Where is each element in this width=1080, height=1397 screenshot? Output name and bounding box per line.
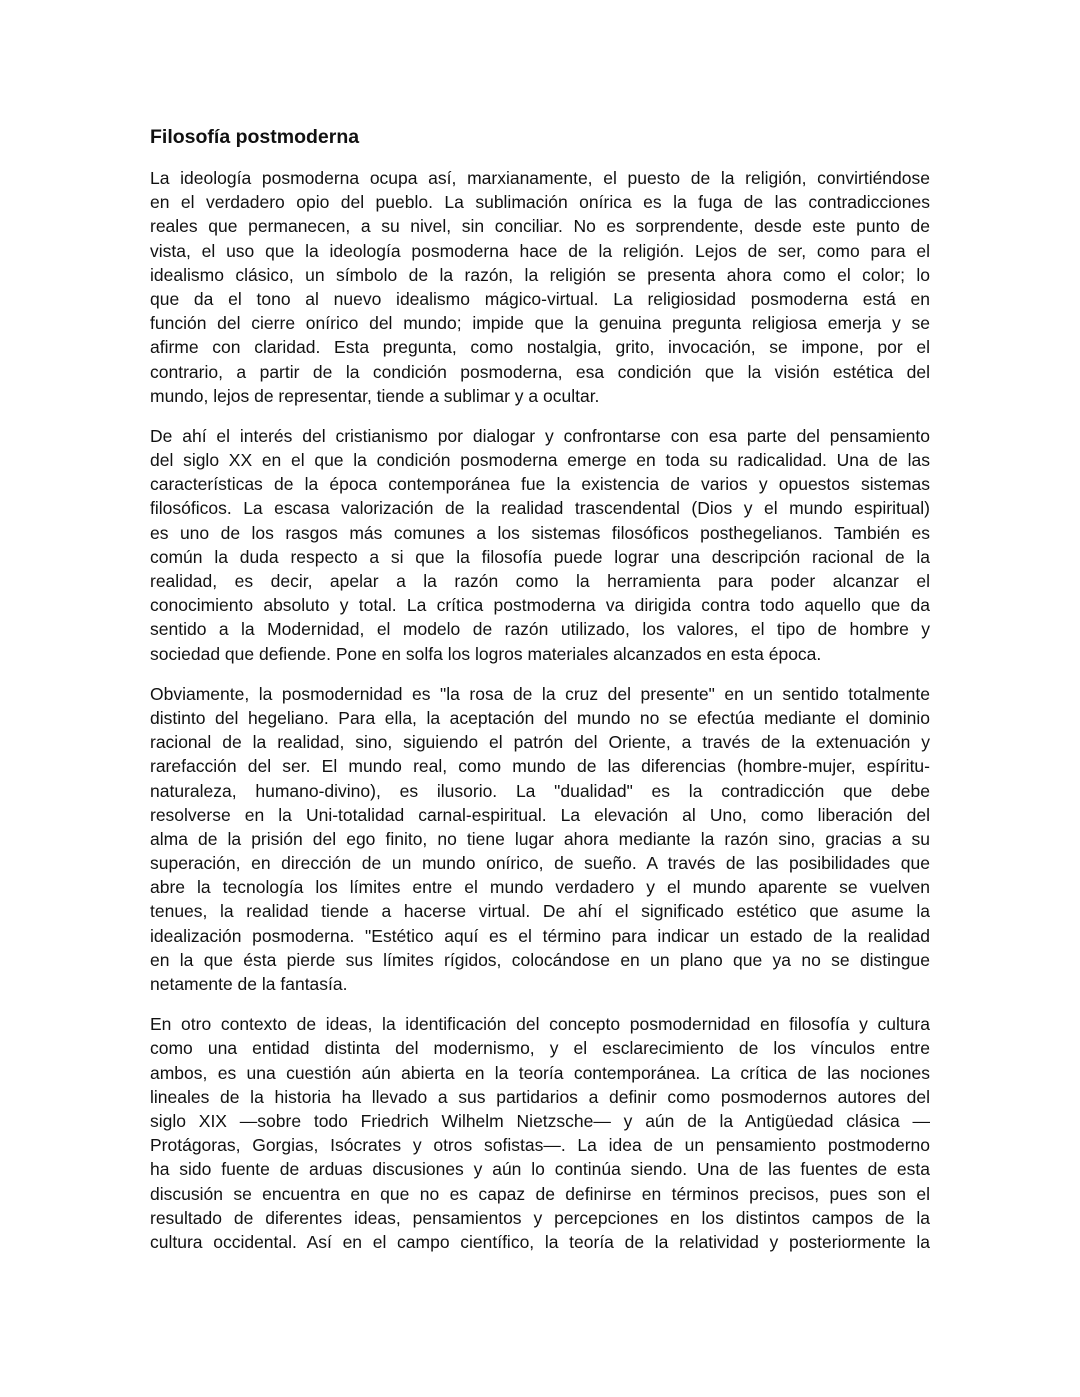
text-line: es uno de los rasgos más comunes a los sistemas filosóficos posthegelianos. También es: [150, 522, 930, 543]
text-line: en el verdadero opio del pueblo. La sublimación onírica es la fuga de las contradicciones: [150, 192, 930, 213]
text-line: tenues, la realidad tiende a hacerse virtual. De ahí el significado estético que asume la: [150, 901, 930, 922]
text-line: De ahí el interés del cristianismo por dialogar y confrontarse con esa parte del pensamiento: [150, 425, 930, 446]
text-line: Obviamente, la posmodernidad es "la rosa de la cruz del presente" en un sentido totalmente: [150, 683, 930, 704]
text-line: del siglo XX en el que la condición posmoderna emerge en toda su radicalidad. Una de las: [150, 450, 930, 471]
paragraph: [150, 682, 930, 996]
text-line: resultado de diferentes ideas, pensamientos y percepciones en los distintos campos de la: [150, 1207, 930, 1228]
text-line: discusión se encuentra en que no es capaz de definirse en términos precisos, pues son el: [150, 1183, 930, 1204]
text-line: que da el tono al nuevo idealismo mágico-virtual. La religiosidad posmoderna está en: [150, 288, 930, 309]
text-line: mundo, lejos de representar, tiende a sublimar y a ocultar.: [150, 385, 600, 406]
text-line: afirme con claridad. Esta pregunta, como nostalgia, grito, invocación, se impone, por el: [150, 337, 930, 358]
text-line: en la que ésta pierde sus límites rígidos, colocándose en un plano que ya no se distingue: [150, 949, 930, 970]
text-line: En otro contexto de ideas, la identificación del concepto posmodernidad en filosofía y cultura: [150, 1014, 930, 1035]
text-line: distinto del hegeliano. Para ella, la aceptación del mundo no se efectúa mediante el dominio: [150, 707, 930, 728]
text-line: común la duda respecto a si que la filosofía puede lograr una descripción racional de la: [150, 546, 930, 567]
text-line: La ideología posmoderna ocupa así, marxianamente, el puesto de la religión, convirtiéndose: [150, 168, 930, 188]
text-line: Protágoras, Gorgias, Isócrates y otros sofistas—. La idea de un pensamiento postmoderno: [150, 1135, 930, 1156]
paragraph: [150, 166, 930, 408]
text-line: resolverse en la Uni-totalidad carnal-espiritual. La elevación al Uno, como liberación del: [150, 804, 930, 825]
text-line: rarefacción del ser. El mundo real, como mundo de las diferencias (hombre-mujer, espíritu-: [150, 756, 930, 777]
paragraph: [150, 424, 930, 666]
text-line: superación, en dirección de un mundo onírico, de sueño. A través de las posibilidades que: [150, 853, 930, 874]
text-line: vista, el uso que la ideología posmoderna hace de la religión. Lejos de ser, como para el: [150, 240, 930, 261]
text-line: naturaleza, humano-divino), es ilusorio. La "dualidad" es la contradicción que debe: [150, 780, 930, 801]
text-line: netamente de la fantasía.: [150, 974, 348, 994]
text-line: alma de la prisión del ego finito, no tiene lugar ahora mediante la razón sino, gracias a su: [150, 828, 930, 849]
document-title: Filosofía postmoderna: [150, 126, 360, 148]
text-line: como una entidad distinta del modernismo, y el esclarecimiento de los vínculos entre: [150, 1038, 930, 1059]
text-line: racional de la realidad, sino, siguiendo el patrón del Oriente, a través de la extenuación y: [150, 732, 930, 753]
text-line: siglo XIX —sobre todo Friedrich Wilhelm Nietzsche— y aún de la Antigüedad clásica —: [150, 1110, 930, 1131]
text-line: filosóficos. La escasa valorización de la realidad trascendental (Dios y el mundo espiritual): [150, 498, 930, 519]
text-line: reales que permanecen, a su nivel, sin conciliar. No es sorprendente, desde este punto de: [150, 216, 930, 237]
text-line: ambos, es una cuestión aún abierta en la teoría contemporánea. La crítica de las nociones: [150, 1062, 930, 1083]
text-line: sentido a la Modernidad, el modelo de razón utilizado, los valores, el tipo de hombre y: [150, 619, 930, 640]
text-line: conocimiento absoluto y total. La crítica postmoderna va dirigida contra todo aquello que da: [150, 595, 930, 616]
document-body: [150, 166, 930, 1254]
text-line: contrario, a partir de la condición posmoderna, esa condición que la visión estética del: [150, 361, 930, 382]
document-page: [150, 124, 930, 1270]
text-line: realidad, es decir, apelar a la razón como la herramienta para poder alcanzar el: [150, 571, 930, 591]
paragraph: [150, 1012, 930, 1254]
text-line: sociedad que defiende. Pone en solfa los logros materiales alcanzados en esta época.: [150, 643, 822, 664]
text-line: abre la tecnología los límites entre el mundo verdadero y el mundo aparente se vuelven: [150, 877, 930, 898]
text-line: idealización posmoderna. "Estético aquí es el término para indicar un estado de la realidad: [150, 925, 930, 946]
text-line: características de la época contemporánea fue la existencia de varios y opuestos sistemas: [150, 474, 930, 495]
text-line: cultura occidental. Así en el campo científico, la teoría de la relatividad y posteriormente la: [150, 1231, 930, 1252]
text-line: lineales de la historia ha llevado a sus partidarios a definir como posmodernos autores del: [150, 1086, 930, 1107]
text-line: idealismo clásico, un símbolo de la razón, la religión se presenta ahora como el color; lo: [150, 264, 930, 285]
text-line: ha sido fuente de arduas discusiones y aún lo continúa siendo. Una de las fuentes de esta: [150, 1159, 930, 1180]
text-line: función del cierre onírico del mundo; impide que la genuina pregunta religiosa emerja y se: [150, 313, 930, 334]
